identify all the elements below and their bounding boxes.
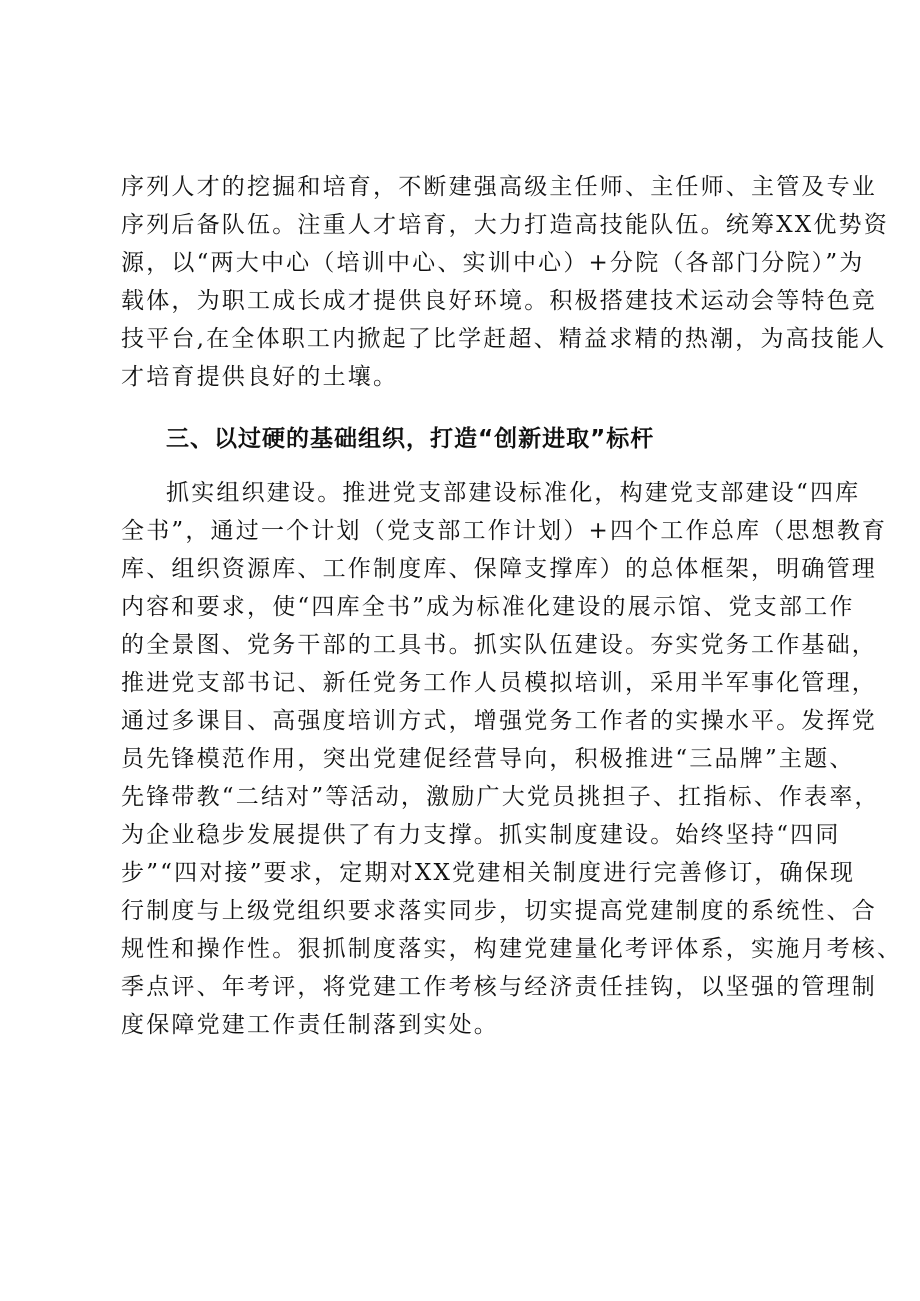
paragraph-1-line-2: 序列后备队伍。注重人才培育，大力打造高技能队伍。统筹XX优势资 (121, 212, 889, 238)
paragraph-2-line-10: 为企业稳步发展提供了有力支撑。抓实制度建设。始终坚持“四同 (121, 822, 841, 848)
paragraph-2-line-4: 内容和要求，使“四库全书”成为标准化建设的展示馆、党支部工作 (121, 594, 855, 620)
paragraph-1-line-6: 才培育提供良好的土壤。 (121, 364, 399, 390)
paragraph-2-line-6: 推进党支部书记、新任党务工作人员模拟培训，采用半军事化管理， (121, 670, 877, 696)
paragraph-2-line-14: 季点评、年考评，将党建工作考核与经济责任挂钩，以坚强的管理制 (121, 974, 877, 1000)
paragraph-2-line-11: 步”“四对接”要求，定期对XX党建相关制度进行完善修订，确保现 (121, 860, 856, 886)
paragraph-2-line-12: 行制度与上级党组织要求落实同步，切实提高党建制度的系统性、合 (121, 898, 877, 924)
paragraph-2-line-9: 先锋带教“二结对”等活动，激励广大党员挑担子、扛指标、作表率， (121, 784, 880, 810)
paragraph-1-line-1: 序列人才的挖掘和培育，不断建强高级主任师、主任师、主管及专业 (121, 174, 877, 200)
paragraph-1-line-5: 技平台,在全体职工内掀起了比学赶超、精益求精的热潮，为高技能人 (121, 326, 887, 352)
paragraph-1-line-3: 源，以“两大中心（培训中心、实训中心）+分院（各部门分院）”为 (121, 250, 865, 276)
paragraph-2-line-1: 抓实组织建设。推进党支部建设标准化，构建党支部建设“四库 (166, 480, 861, 506)
paragraph-2-line-8: 员先锋模范作用，突出党建促经营导向，积极推进“三品牌”主题、 (121, 746, 855, 772)
paragraph-2-line-3: 库、组织资源库、工作制度库、保障支撑库）的总体框架，明确管理 (121, 556, 877, 582)
paragraph-2-line-5: 的全景图、党务干部的工具书。抓实队伍建设。夯实党务工作基础， (121, 632, 877, 658)
paragraph-2-line-2: 全书”，通过一个计划（党支部工作计划）+四个工作总库（思想教育 (121, 518, 888, 544)
paragraph-1-line-4: 载体，为职工成长成才提供良好环境。积极搭建技术运动会等特色竞 (121, 288, 877, 314)
paragraph-2-line-15: 度保障党建工作责任制落到实处。 (121, 1012, 499, 1038)
paragraph-2-line-13: 规性和操作性。狠抓制度落实，构建党建量化考评体系，实施月考核、 (121, 936, 903, 962)
paragraph-2-line-7: 通过多课目、高强度培训方式，增强党务工作者的实操水平。发挥党 (121, 708, 877, 734)
section-heading: 三、以过硬的基础组织，打造“创新进取”标杆 (166, 426, 655, 452)
